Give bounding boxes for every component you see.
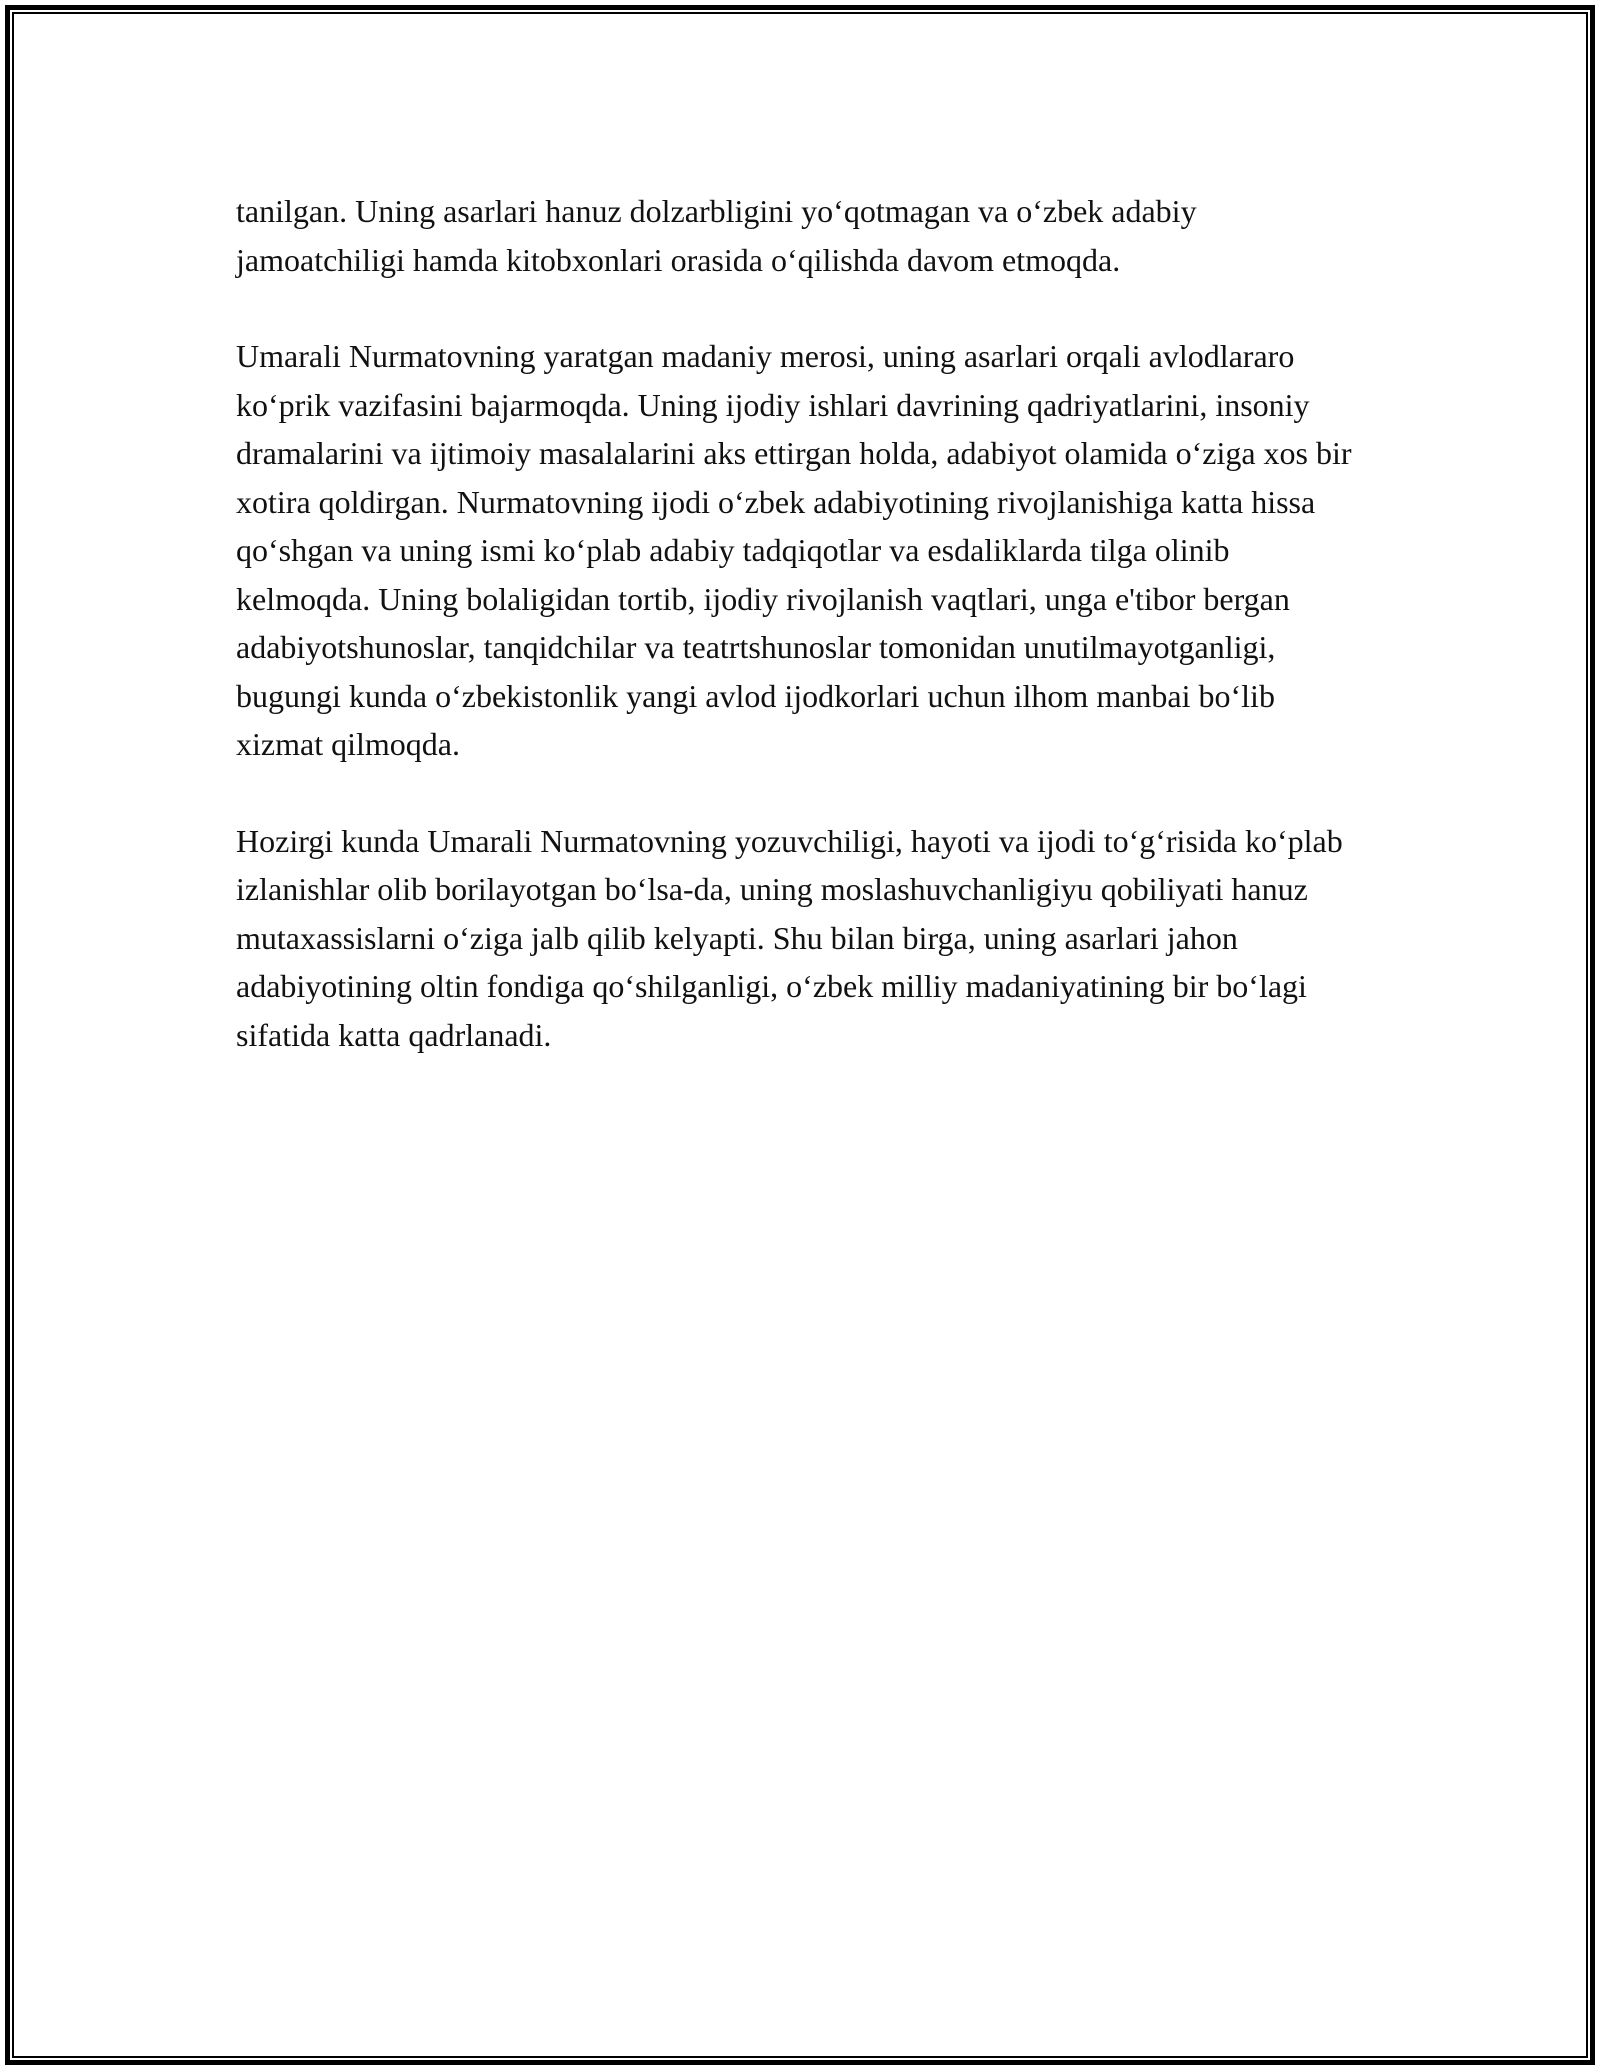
paragraph-2: Umarali Nurmatovning yaratgan madaniy merosi, uning asarlari orqali avlodlararo koʻprik vazifasini bajarmoqda. Uning ijodiy ishlari davrining qadriyatlarini, insoniy dramalarini va ijtimoiy masalalarini aks ettirgan holda, adabiyot olamida oʻziga xos bir xotira qoldirgan. Nurmatovning ijodi oʻzbek adabiyotining rivojlanishiga katta hissa qoʻshgan va uning ismi koʻplab adabiy tadqiqotlar va esdaliklarda tilga olinib kelmoqda. Uning bolaligidan tortib, ijodiy rivojlanish vaqtlari, unga e'tibor bergan adabiyotshunoslar, tanqidchilar va teatrtshunoslar tomonidan unutilmayotganligi, bugungi kunda oʻzbekistonlik yangi avlod ijodkorlari uchun ilhom manbai boʻlib xizmat qilmoqda. — [236, 338, 1352, 762]
paragraph-1: tanilgan. Uning asarlari hanuz dolzarbligini yoʻqotmagan va oʻzbek adabiy jamoatchiligi hamda kitobxonlari orasida oʻqilishda davom etmoqda. — [236, 193, 1197, 278]
document-body — [236, 187, 1366, 1107]
paragraph-3: Hozirgi kunda Umarali Nurmatovning yozuvchiligi, hayoti va ijodi toʻgʻrisida koʻplab izlanishlar olib borilayotgan boʻlsa-da, uning moslashuvchanligiyu qobiliyati hanuz mutaxassislarni oʻziga jalb qilib kelyapti. Shu bilan birga, uning asarlari jahon adabiyotining oltin fondiga qoʻshilganligi, oʻzbek milliy madaniyatining bir boʻlagi sifatida katta qadrlanadi. — [236, 822, 1343, 1053]
